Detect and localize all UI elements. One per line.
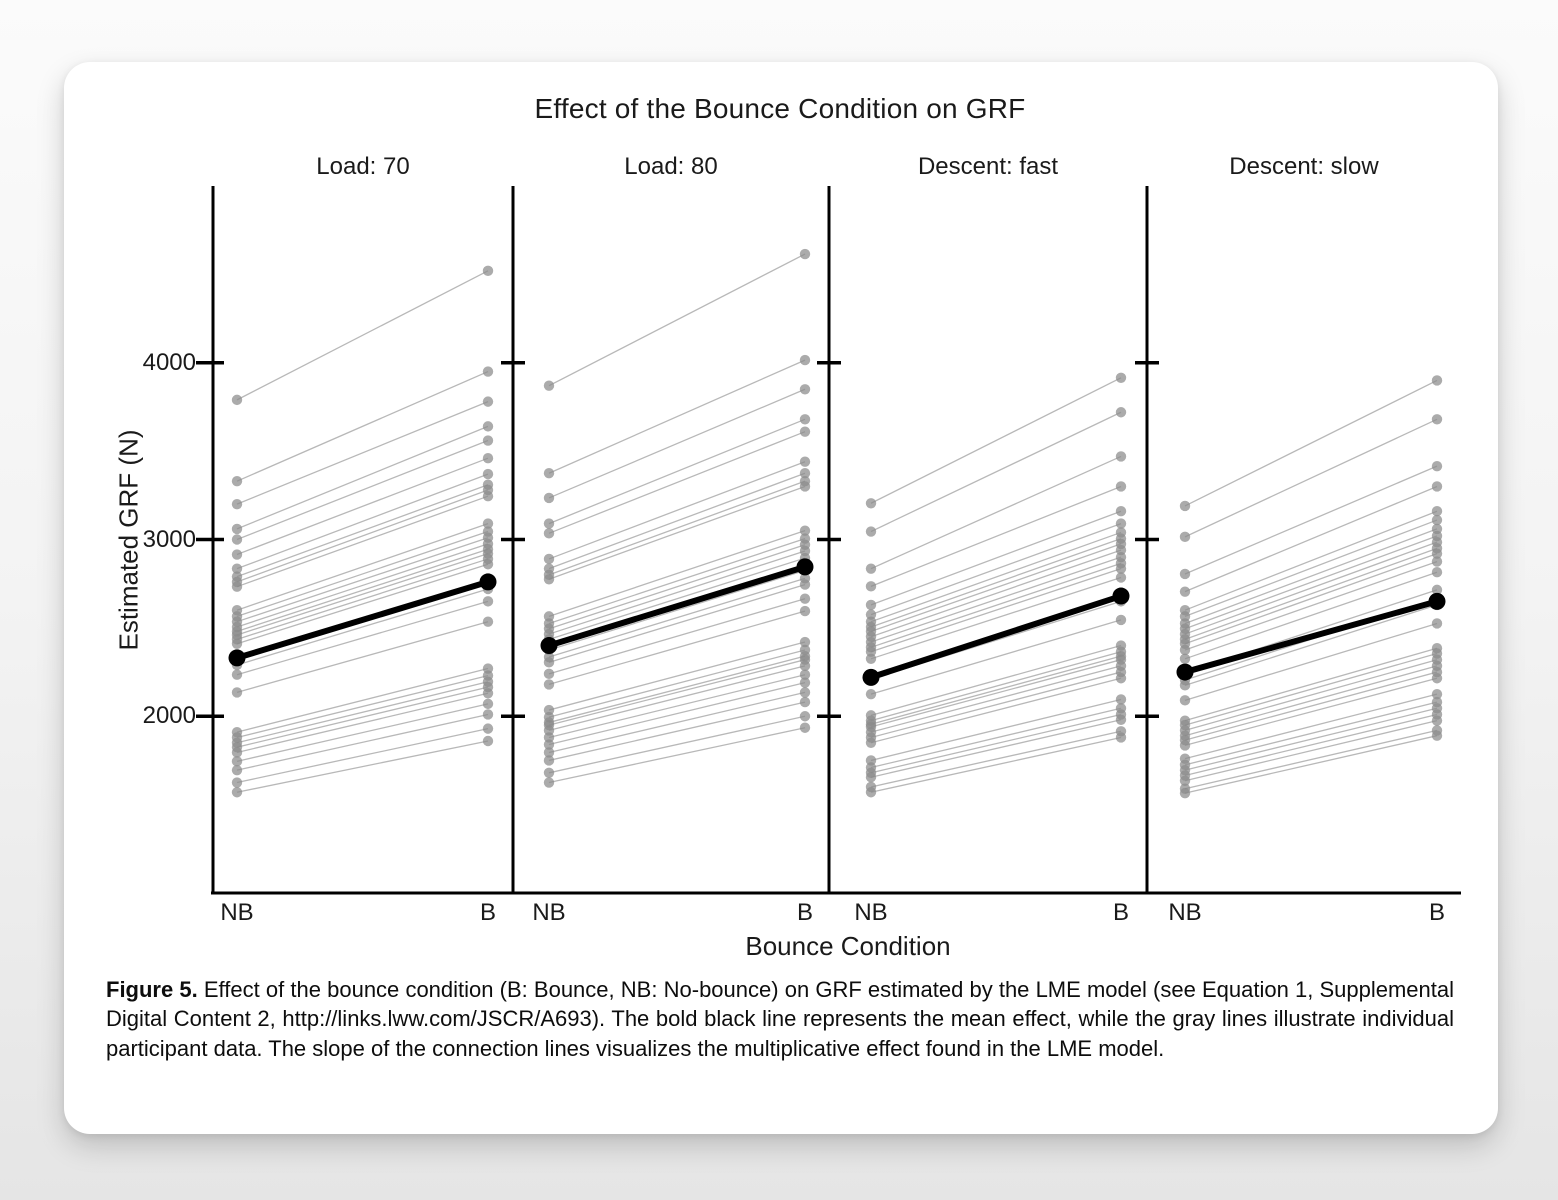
figure-card (64, 62, 1498, 1134)
figure-caption-label: Figure 5. (106, 977, 198, 1002)
panel-header-descent-slow: Descent: slow (1229, 153, 1379, 180)
y-tick-3000: 3000 (142, 526, 196, 553)
chart-title: Effect of the Bounce Condition on GRF (534, 93, 1026, 124)
x-tick-nb-panel3: NB (854, 899, 888, 926)
x-axis-title: Bounce Condition (745, 931, 951, 961)
x-tick-nb-panel1: NB (220, 899, 254, 926)
figure-caption-text: Effect of the bounce condition (B: Bounce, NB: No-bounce) on GRF estimated by the LME model (see Equation 1, Supplemental Digital Content 2, http://links.lww.com/JSCR/A693). The bold black line represents the mean effect, while the gray lines illustrate individual participant data. The slope of the connection lines visualizes the multiplicative effect found in the LME model. (106, 977, 1455, 1061)
x-tick-nb-panel4: NB (1168, 899, 1202, 926)
x-tick-b-panel2: B (796, 899, 813, 926)
x-tick-nb-panel2: NB (532, 899, 566, 926)
panel-header-descent-fast: Descent: fast (917, 153, 1059, 180)
y-tick-2000: 2000 (142, 702, 196, 729)
y-tick-4000: 4000 (142, 349, 196, 376)
x-tick-b-panel1: B (479, 899, 496, 926)
panel-header-load-70: Load: 70 (316, 153, 410, 180)
panel-header-load-80: Load: 80 (624, 153, 718, 180)
figure-caption (106, 975, 1454, 1063)
x-tick-b-panel4: B (1428, 899, 1445, 926)
x-tick-b-panel3: B (1112, 899, 1129, 926)
y-axis-title: Estimated GRF (N) (113, 429, 144, 651)
